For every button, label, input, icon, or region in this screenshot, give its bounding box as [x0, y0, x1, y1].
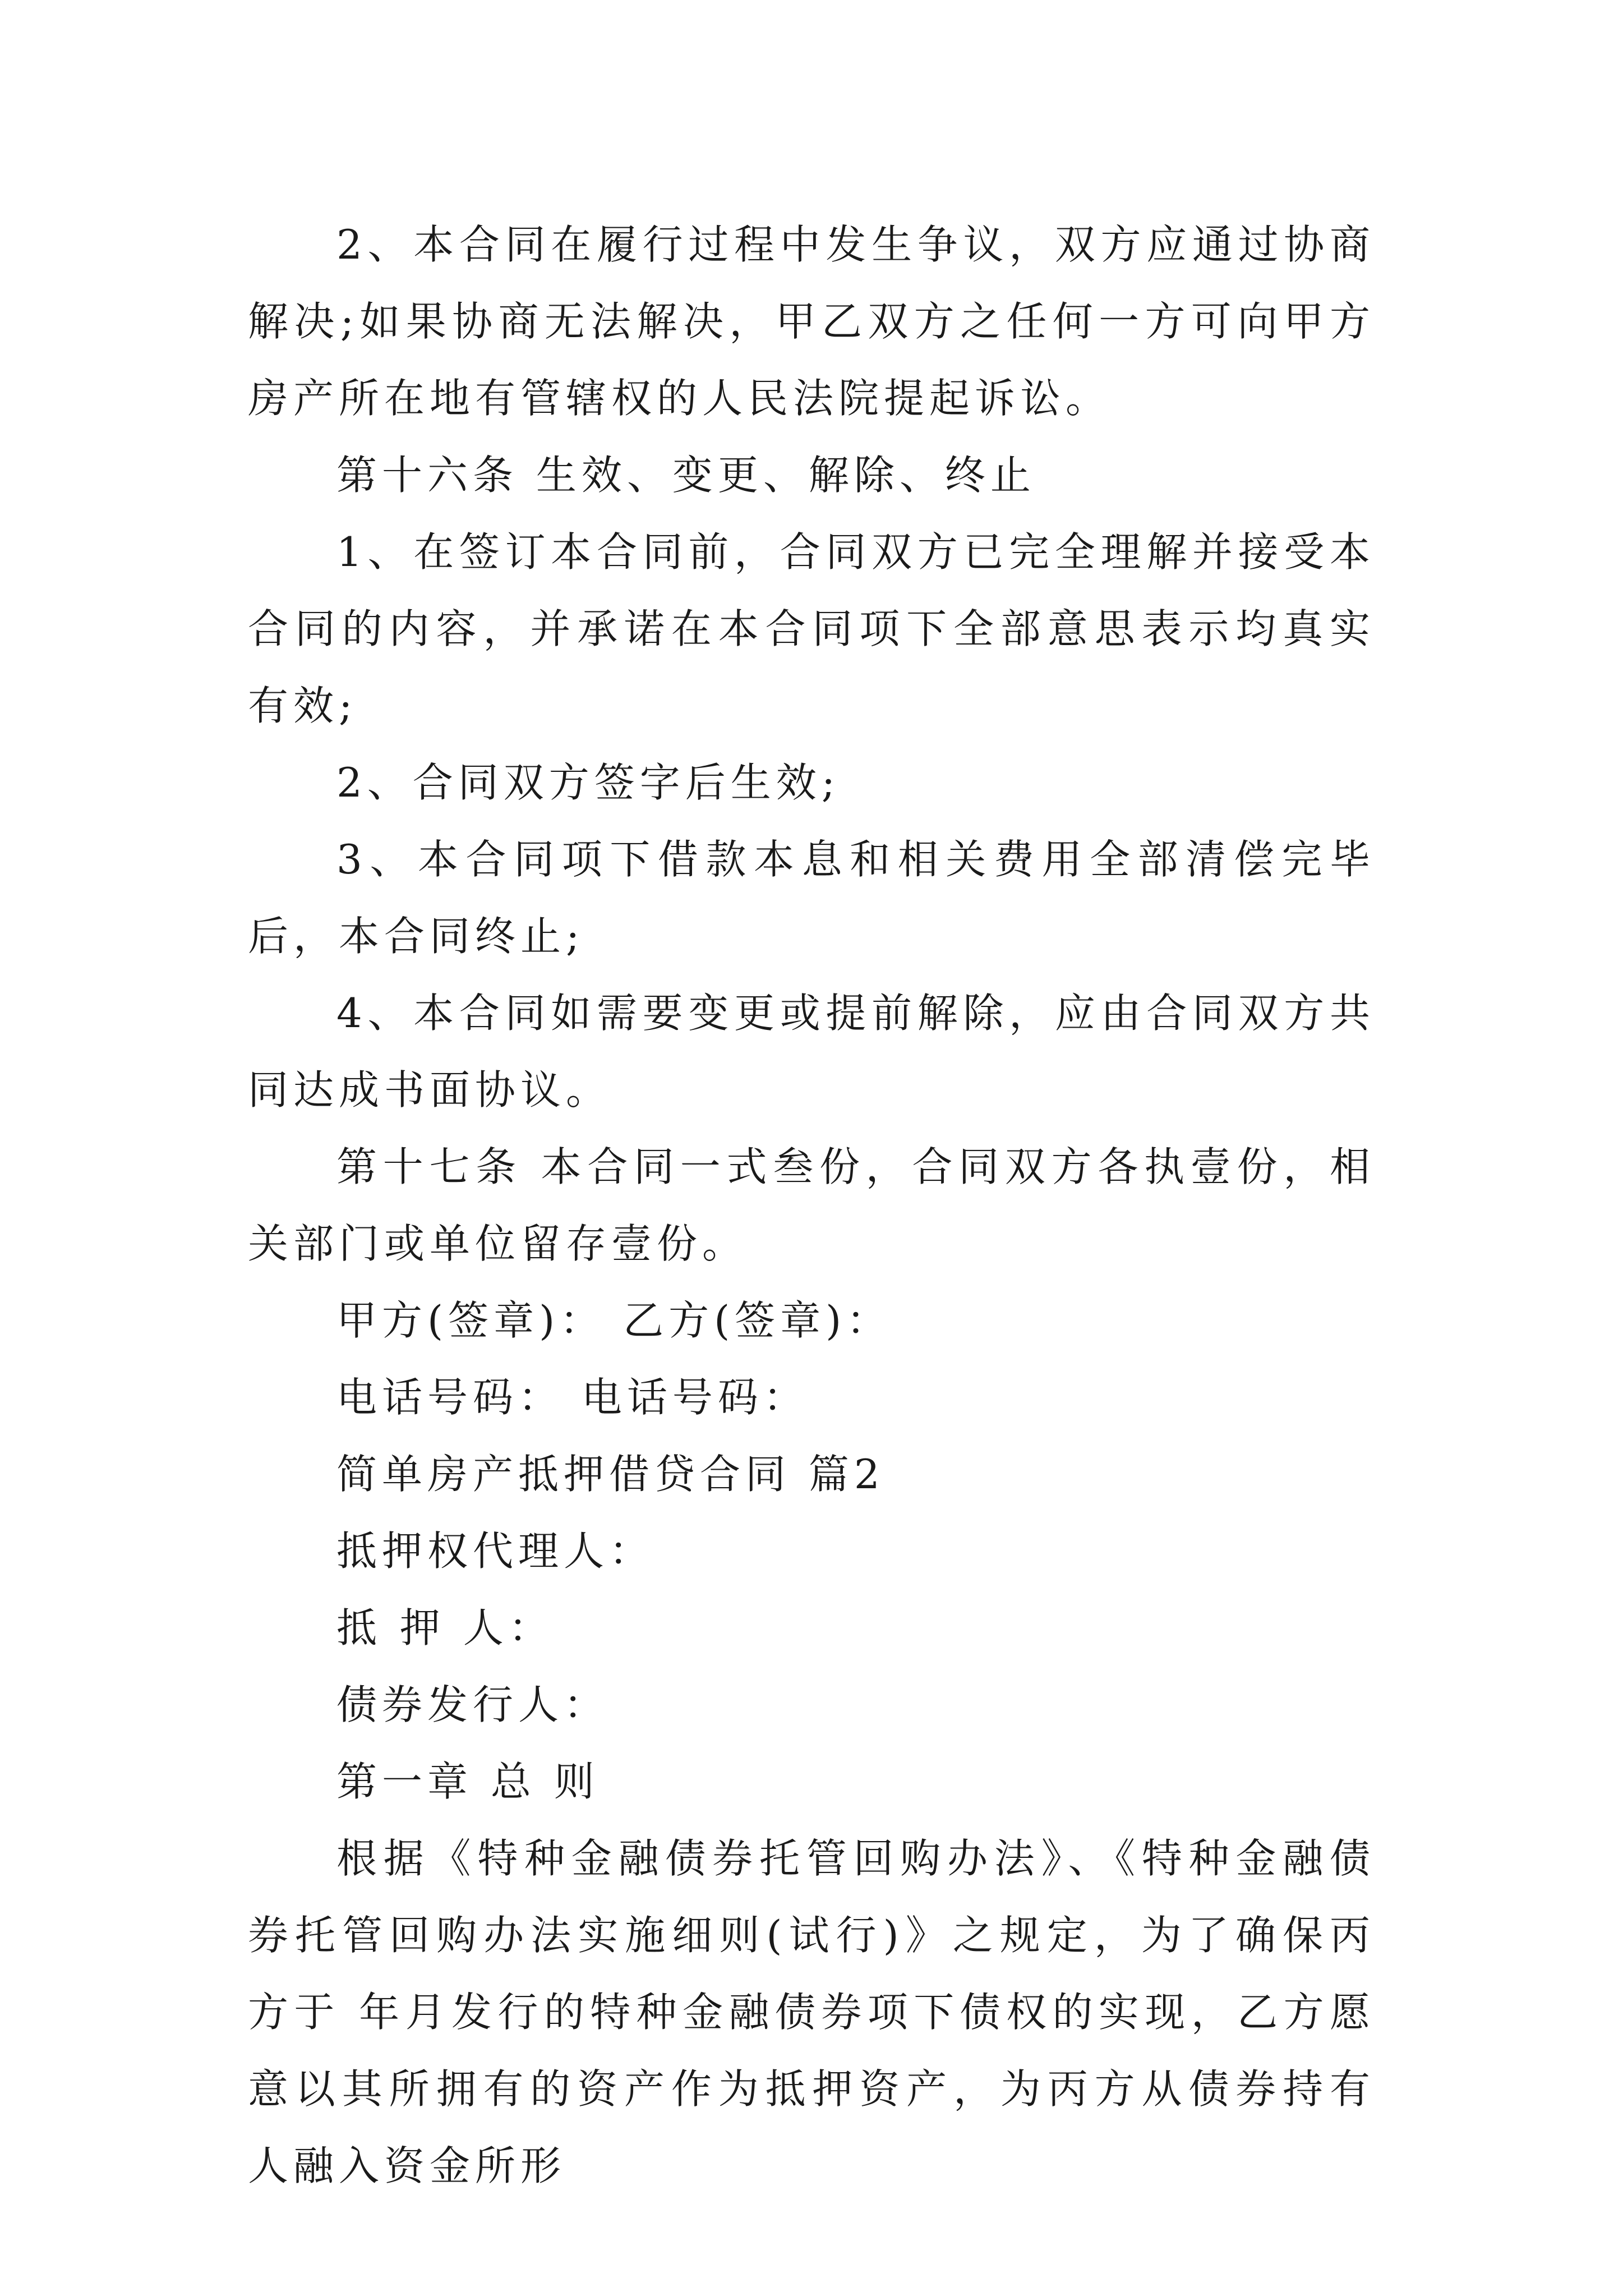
paragraph-article-16-item-2: 2、合同双方签字后生效;: [336, 759, 841, 806]
contract-title-part-2: 简单房产抵押借贷合同 篇2: [336, 1451, 885, 1498]
article-16-heading: 第十六条 生效、变更、解除、终止: [336, 452, 1036, 499]
signature-line: 甲方(签章)： 乙方(签章)：: [336, 1297, 892, 1344]
mortgagor-line: 抵 押 人：: [336, 1604, 554, 1651]
phone-line: 电话号码： 电话号码：: [336, 1374, 809, 1421]
paragraph-chapter-1-intro: 根据《特种金融债券托管回购办法》、《特种金融债券托管回购办法实施细则(试行)》之规定，为了确保丙方于 年月发行的特种金融债券项下债权的实现，乙方愿意以其所拥有的资产作为抵押资产，为丙方从债券持有人融入资金所形: [248, 1835, 1375, 2189]
mortgagee-agent-line: 抵押权代理人：: [336, 1527, 655, 1575]
bond-issuer-line: 债券发行人：: [336, 1681, 610, 1728]
paragraph-article-16-item-3: 3、本合同项下借款本息和相关费用全部清偿完毕后，本合同终止;: [248, 836, 1375, 960]
article-17-paragraph: 第十七条 本合同一式叁份，合同双方各执壹份，相关部门或单位留存壹份。: [248, 1143, 1375, 1267]
paragraph-dispute-resolution: 2、本合同在履行过程中发生争议，双方应通过协商解决;如果协商无法解决，甲乙双方之任何一方可向甲方房产所在地有管辖权的人民法院提起诉讼。: [248, 221, 1375, 422]
paragraph-article-16-item-4: 4、本合同如需要变更或提前解除，应由合同双方共同达成书面协议。: [248, 990, 1375, 1114]
document-body: [248, 206, 1375, 2205]
chapter-1-heading: 第一章 总 则: [336, 1758, 600, 1805]
paragraph-article-16-item-1: 1、在签订本合同前，合同双方已完全理解并接受本合同的内容，并承诺在本合同项下全部意思表示均真实有效;: [248, 528, 1375, 729]
